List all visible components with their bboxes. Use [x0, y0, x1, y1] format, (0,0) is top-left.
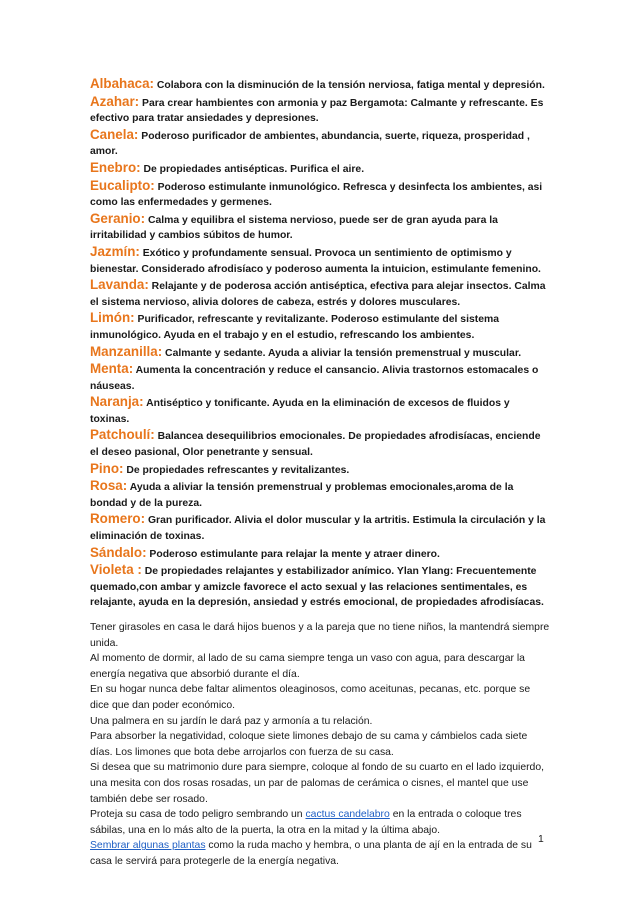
aroma-entry	[90, 94, 550, 127]
aroma-entry	[90, 344, 550, 362]
tip-paragraph	[90, 807, 550, 838]
tip-text-before: Proteja su casa de todo peligro sembrando un	[90, 809, 306, 821]
aroma-name: Azahar:	[90, 93, 140, 109]
aroma-entry	[90, 178, 550, 211]
aroma-description: Para crear hambientes con armonia y paz Bergamota: Calmante y refrescante. Es efectivo para tratar ansiedades y depresiones.	[90, 97, 544, 125]
aroma-name: Pino:	[90, 460, 124, 476]
aroma-entry	[90, 461, 550, 479]
aroma-name: Canela:	[90, 126, 139, 142]
aroma-description: Aumenta la concentración y reduce el cansancio. Alivia trastornos estomacales o náuseas.	[90, 365, 539, 392]
tip-paragraph: Una palmera en su jardín le dará paz y armonía a tu relación.	[90, 715, 373, 727]
aroma-description: De propiedades refrescantes y revitalizantes.	[123, 464, 350, 476]
aroma-name: Patchoulí:	[90, 427, 155, 443]
aroma-name: Eucalipto:	[90, 177, 155, 193]
tip-text-after: en la entrada o coloque tres sábilas, una en lo más alto de la puerta, la otra en la mitad y la última abajo.	[90, 809, 522, 836]
tip-link[interactable]: Sembrar algunas plantas	[90, 840, 206, 852]
tips-section	[90, 620, 550, 870]
aroma-description: Ayuda a aliviar la tensión premenstrual y problemas emocionales,aroma de la bondad y de la pureza.	[90, 482, 514, 509]
aroma-entry	[90, 127, 550, 160]
aroma-description: Exótico y profundamente sensual. Provoca un sentimiento de optimismo y bienestar. Considerado afrodisíaco y poderoso aumenta la intuicion, estimulante femenino.	[90, 247, 541, 275]
aroma-entry	[90, 76, 550, 94]
aroma-entry	[90, 310, 550, 343]
aroma-name: Lavanda:	[90, 277, 149, 293]
aroma-entry	[90, 160, 550, 178]
tip-paragraph: Al momento de dormir, al lado de su cama siempre tenga un vaso con agua, para descargar la energía negativa que absorbió durante el día.	[90, 653, 525, 680]
aroma-name: Sándalo:	[90, 544, 147, 560]
aroma-description: De propiedades relajantes y estabilizador anímico. Ylan Ylang: Frecuentemente quemado,con ambar y amizcle favorece el acto sexual y las relaciones sentimentales, es relajante, ayuda en la depresión, ansiedad y estrés emocional, de propiedades afrodisíacas.	[90, 566, 544, 609]
aroma-name: Menta:	[90, 361, 134, 377]
aroma-description: Poderoso purificador de ambientes, abundancia, suerte, riqueza, prosperidad , amor.	[90, 130, 530, 158]
aroma-name: Violeta :	[90, 562, 142, 578]
aroma-entry	[90, 277, 550, 310]
aroma-description: Calmante y sedante. Ayuda a aliviar la tensión premenstrual y muscular.	[162, 347, 522, 359]
page-number: 1	[538, 834, 544, 845]
aroma-description: Poderoso estimulante para relajar la mente y atraer dinero.	[146, 548, 440, 560]
tip-link[interactable]: cactus candelabro	[305, 809, 390, 821]
aroma-entry	[90, 478, 550, 511]
aroma-name: Rosa:	[90, 478, 128, 494]
tip-text-after: como la ruda macho y hembra, o una planta de ají en la entrada de su casa le servirá para protegerle de la energía negativa.	[90, 840, 532, 867]
tip-paragraph: En su hogar nunca debe faltar alimentos oleaginosos, como aceitunas, pecanas, etc. porque se dice que dan poder económico.	[90, 684, 531, 711]
aroma-entry	[90, 211, 550, 244]
aroma-name: Limón:	[90, 310, 135, 326]
aroma-entry	[90, 427, 550, 460]
aroma-entry	[90, 545, 550, 563]
aroma-entry	[90, 511, 550, 544]
aroma-entry	[90, 562, 550, 611]
document-body	[90, 76, 550, 870]
aroma-description: Relajante y de poderosa acción antiséptica, efectiva para alejar insectos. Calma el sistema nervioso, alivia dolores de cabeza, estrés y dolores musculares.	[90, 281, 546, 308]
aroma-name: Romero:	[90, 511, 146, 527]
tip-paragraph: Para absorber la negatividad, coloque siete limones debajo de su cama y cámbielos cada siete días. Los limones que bota debe arrojarlos con fuerza de su casa.	[90, 731, 528, 758]
aroma-description: Colabora con la disminución de la tensión nerviosa, fatiga mental y depresión.	[154, 80, 545, 91]
aroma-entry	[90, 394, 550, 427]
aroma-description: De propiedades antisépticas. Purifica el aire.	[140, 163, 365, 175]
aroma-description: Purificador, refrescante y revitalizante. Poderoso estimulante del sistema inmunológico. Ayuda en el trabajo y en el estudio, refrescando los ambientes.	[90, 314, 500, 341]
aroma-entry	[90, 244, 550, 277]
aroma-name: Jazmín:	[90, 243, 140, 259]
aroma-name: Manzanilla:	[90, 343, 163, 359]
aroma-name: Naranja:	[90, 394, 144, 410]
aroma-name: Geranio:	[90, 210, 146, 226]
aroma-entry	[90, 361, 550, 394]
tip-paragraph: Tener girasoles en casa le dará hijos buenos y a la pareja que no tiene niños, la mantendrá siempre unida.	[90, 622, 550, 649]
aroma-description: Poderoso estimulante inmunológico. Refresca y desinfecta los ambientes, asi como las enfermedades y germenes.	[90, 181, 543, 209]
aroma-name: Enebro:	[90, 159, 141, 175]
tip-paragraph	[90, 838, 550, 869]
aroma-description: Calma y equilibra el sistema nervioso, puede ser de gran ayuda para la irritabilidad y cambios súbitos de humor.	[90, 214, 498, 242]
aroma-description: Gran purificador. Alivia el dolor muscular y la artritis. Estimula la circulación y la eliminación de toxinas.	[90, 515, 546, 543]
aroma-description: Antiséptico y tonificante. Ayuda en la eliminación de excesos de fluidos y toxinas.	[90, 398, 510, 425]
aroma-description: Balancea desequilibrios emocionales. De propiedades afrodisíacas, enciende el deseo pasional, Olor penetrante y sensual.	[90, 431, 541, 459]
tip-paragraph: Si desea que su matrimonio dure para siempre, coloque al fondo de su cuarto en el lado izquierdo, una mesita con dos rosas rosadas, un par de palomas de cerámica o cisnes, el mantel que use también debe ser rosado.	[90, 762, 545, 805]
aroma-name: Albahaca:	[90, 76, 154, 91]
aroma-entries-list	[90, 76, 550, 611]
